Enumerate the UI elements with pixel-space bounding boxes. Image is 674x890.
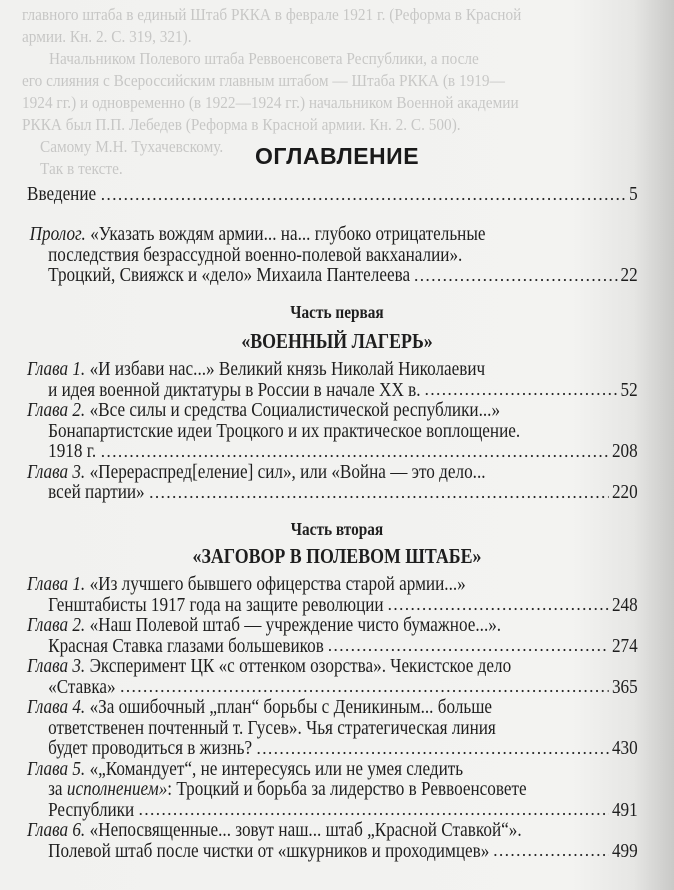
toc-entry[interactable] bbox=[27, 360, 638, 401]
bleed-line: армии. Кн. 2. С. 319, 321). bbox=[22, 27, 192, 46]
entry-line: Красная Ставка глазами большевиков bbox=[48, 635, 324, 657]
entry-label: Глава 4. bbox=[27, 697, 86, 718]
toc-entry-intro[interactable] bbox=[27, 185, 638, 206]
page-number: 491 bbox=[611, 799, 638, 821]
entry-line: Генштабисты 1917 года на защите революции bbox=[48, 594, 384, 616]
dot-leader bbox=[424, 391, 617, 397]
toc-entry[interactable] bbox=[27, 760, 638, 822]
entry-line: Эксперимент ЦК «с оттенком озорства». Чекистское дело bbox=[89, 656, 512, 677]
entry-label: Глава 5. bbox=[27, 758, 86, 780]
bleed-line: Так в тексте. bbox=[40, 159, 123, 178]
entry-label: Глава 2. bbox=[27, 615, 86, 636]
toc-entry[interactable] bbox=[27, 401, 638, 463]
part-title: «ВОЕННЫЙ ЛАГЕРЬ» bbox=[241, 329, 433, 353]
page-number: 248 bbox=[611, 594, 638, 616]
page-number: 22 bbox=[620, 265, 638, 286]
entry-line: Бонапартистские идеи Троцкого и их практическое воплощение. bbox=[48, 420, 521, 442]
bleed-line: его слияния с Всероссийским главным штабом — Штаба РККА (в 1919— bbox=[22, 71, 505, 90]
entry-line: «Указать вождям армии... на... глубоко отрицательные bbox=[90, 224, 486, 245]
page-number: 220 bbox=[611, 482, 638, 503]
bleed-line: 1924 гг.) и одновременно (в 1922—1924 гг.) начальником Военной академии bbox=[22, 93, 519, 112]
entry-line: исполнением»: Троцкий и борьба за лидерство в Реввоенсовете bbox=[66, 779, 527, 800]
toc-entry[interactable] bbox=[27, 698, 638, 760]
entry-label: Пролог. bbox=[29, 224, 86, 245]
dot-leader bbox=[119, 688, 608, 694]
entry-line: будет проводиться в жизнь? bbox=[48, 738, 253, 759]
entry-label: Глава 2. bbox=[27, 400, 86, 421]
page-number: 499 bbox=[611, 840, 638, 862]
toc-entry[interactable] bbox=[27, 821, 638, 862]
dot-leader bbox=[256, 750, 609, 756]
entry-line: Полевой штаб после чистки от «шкурников и проходимцев» bbox=[48, 840, 490, 862]
part-label: Часть первая bbox=[290, 302, 384, 322]
page-number: 274 bbox=[611, 635, 638, 657]
entry-line: «И избави нас...» Великий князь Николай Николаевич bbox=[89, 359, 486, 380]
page-title: ОГЛАВЛЕНИЕ bbox=[254, 143, 420, 169]
entry-line: Республики bbox=[48, 799, 135, 821]
toc-entry-prolog[interactable] bbox=[27, 225, 638, 287]
dot-leader bbox=[327, 647, 608, 653]
entry-line: «Наш Полевой штаб — учреждение чисто бумажное...». bbox=[89, 615, 502, 636]
bleed-line: РККА был П.П. Лебедев (Реформа в Красной армии. Кн. 2. С. 500). bbox=[22, 115, 461, 134]
part-title: «ЗАГОВОР В ПОЛЕВОМ ШТАБЕ» bbox=[192, 544, 482, 568]
page-number: 208 bbox=[611, 441, 638, 462]
entry-line: последствия безрассудной военно-полевой вакханалии». bbox=[48, 244, 463, 266]
entry-line: всей партии» bbox=[48, 482, 145, 503]
bleed-line: Самому М.Н. Тухачевскому. bbox=[40, 137, 224, 156]
dot-leader bbox=[100, 453, 609, 459]
entry-line: «Непосвященные... зовут наш... штаб „Красной Ставкой“». bbox=[89, 820, 522, 841]
toc-entry[interactable] bbox=[27, 616, 638, 657]
part-label: Часть вторая bbox=[290, 519, 384, 539]
toc-entry[interactable] bbox=[27, 575, 638, 616]
page-number: 365 bbox=[611, 676, 638, 698]
dot-leader bbox=[387, 606, 608, 612]
page-number: 52 bbox=[620, 379, 638, 401]
entry-line: Троцкий, Свияжск и «дело» Михаила Пантелеева bbox=[48, 265, 411, 286]
entry-line-prefix: за bbox=[48, 779, 63, 800]
entry-line: 1918 г. bbox=[48, 441, 97, 462]
entry-label: Глава 1. bbox=[27, 359, 86, 380]
dot-leader bbox=[138, 811, 609, 817]
dot-leader bbox=[414, 277, 617, 283]
entry-line: «Ставка» bbox=[48, 676, 116, 698]
entry-line: «Все силы и средства Социалистической республики...» bbox=[89, 400, 501, 421]
dot-leader bbox=[148, 494, 608, 500]
bleed-line: Начальником Полевого штаба Реввоенсовета Республики, а после bbox=[49, 49, 479, 68]
entry-line: и идея военной диктатуры в России в начале XX в. bbox=[48, 379, 421, 401]
page-number: 5 bbox=[629, 184, 638, 205]
entry-text: Введение bbox=[27, 184, 97, 205]
bleed-line: главного штаба в единый Штаб РККА в феврале 1921 г. (Реформа в Красной bbox=[22, 5, 522, 24]
entry-line: ответственен почтенный т. Гусев». Чья стратегическая линия bbox=[48, 717, 496, 739]
entry-label: Глава 3. bbox=[27, 461, 86, 483]
entry-line: «За ошибочный „план“ борьбы с Деникиным... больше bbox=[89, 697, 493, 718]
entry-label: Глава 6. bbox=[27, 820, 86, 841]
entry-line: «„Командует“, не интересуясь или не умея следить bbox=[89, 758, 464, 780]
toc-entry[interactable] bbox=[27, 657, 638, 698]
entry-line: «Из лучшего бывшего офицерства старой армии...» bbox=[89, 574, 466, 595]
entry-line: «Перераспред[еление] сил», или «Война — это дело... bbox=[89, 461, 486, 483]
entry-label: Глава 3. bbox=[27, 656, 86, 677]
dot-leader bbox=[100, 196, 626, 202]
toc-chapters-part-2 bbox=[27, 575, 638, 862]
toc-entry[interactable] bbox=[27, 463, 638, 504]
page-number: 430 bbox=[611, 738, 638, 759]
entry-label: Глава 1. bbox=[27, 574, 86, 595]
toc-chapters-part-1 bbox=[27, 360, 638, 504]
dot-leader bbox=[493, 852, 609, 858]
